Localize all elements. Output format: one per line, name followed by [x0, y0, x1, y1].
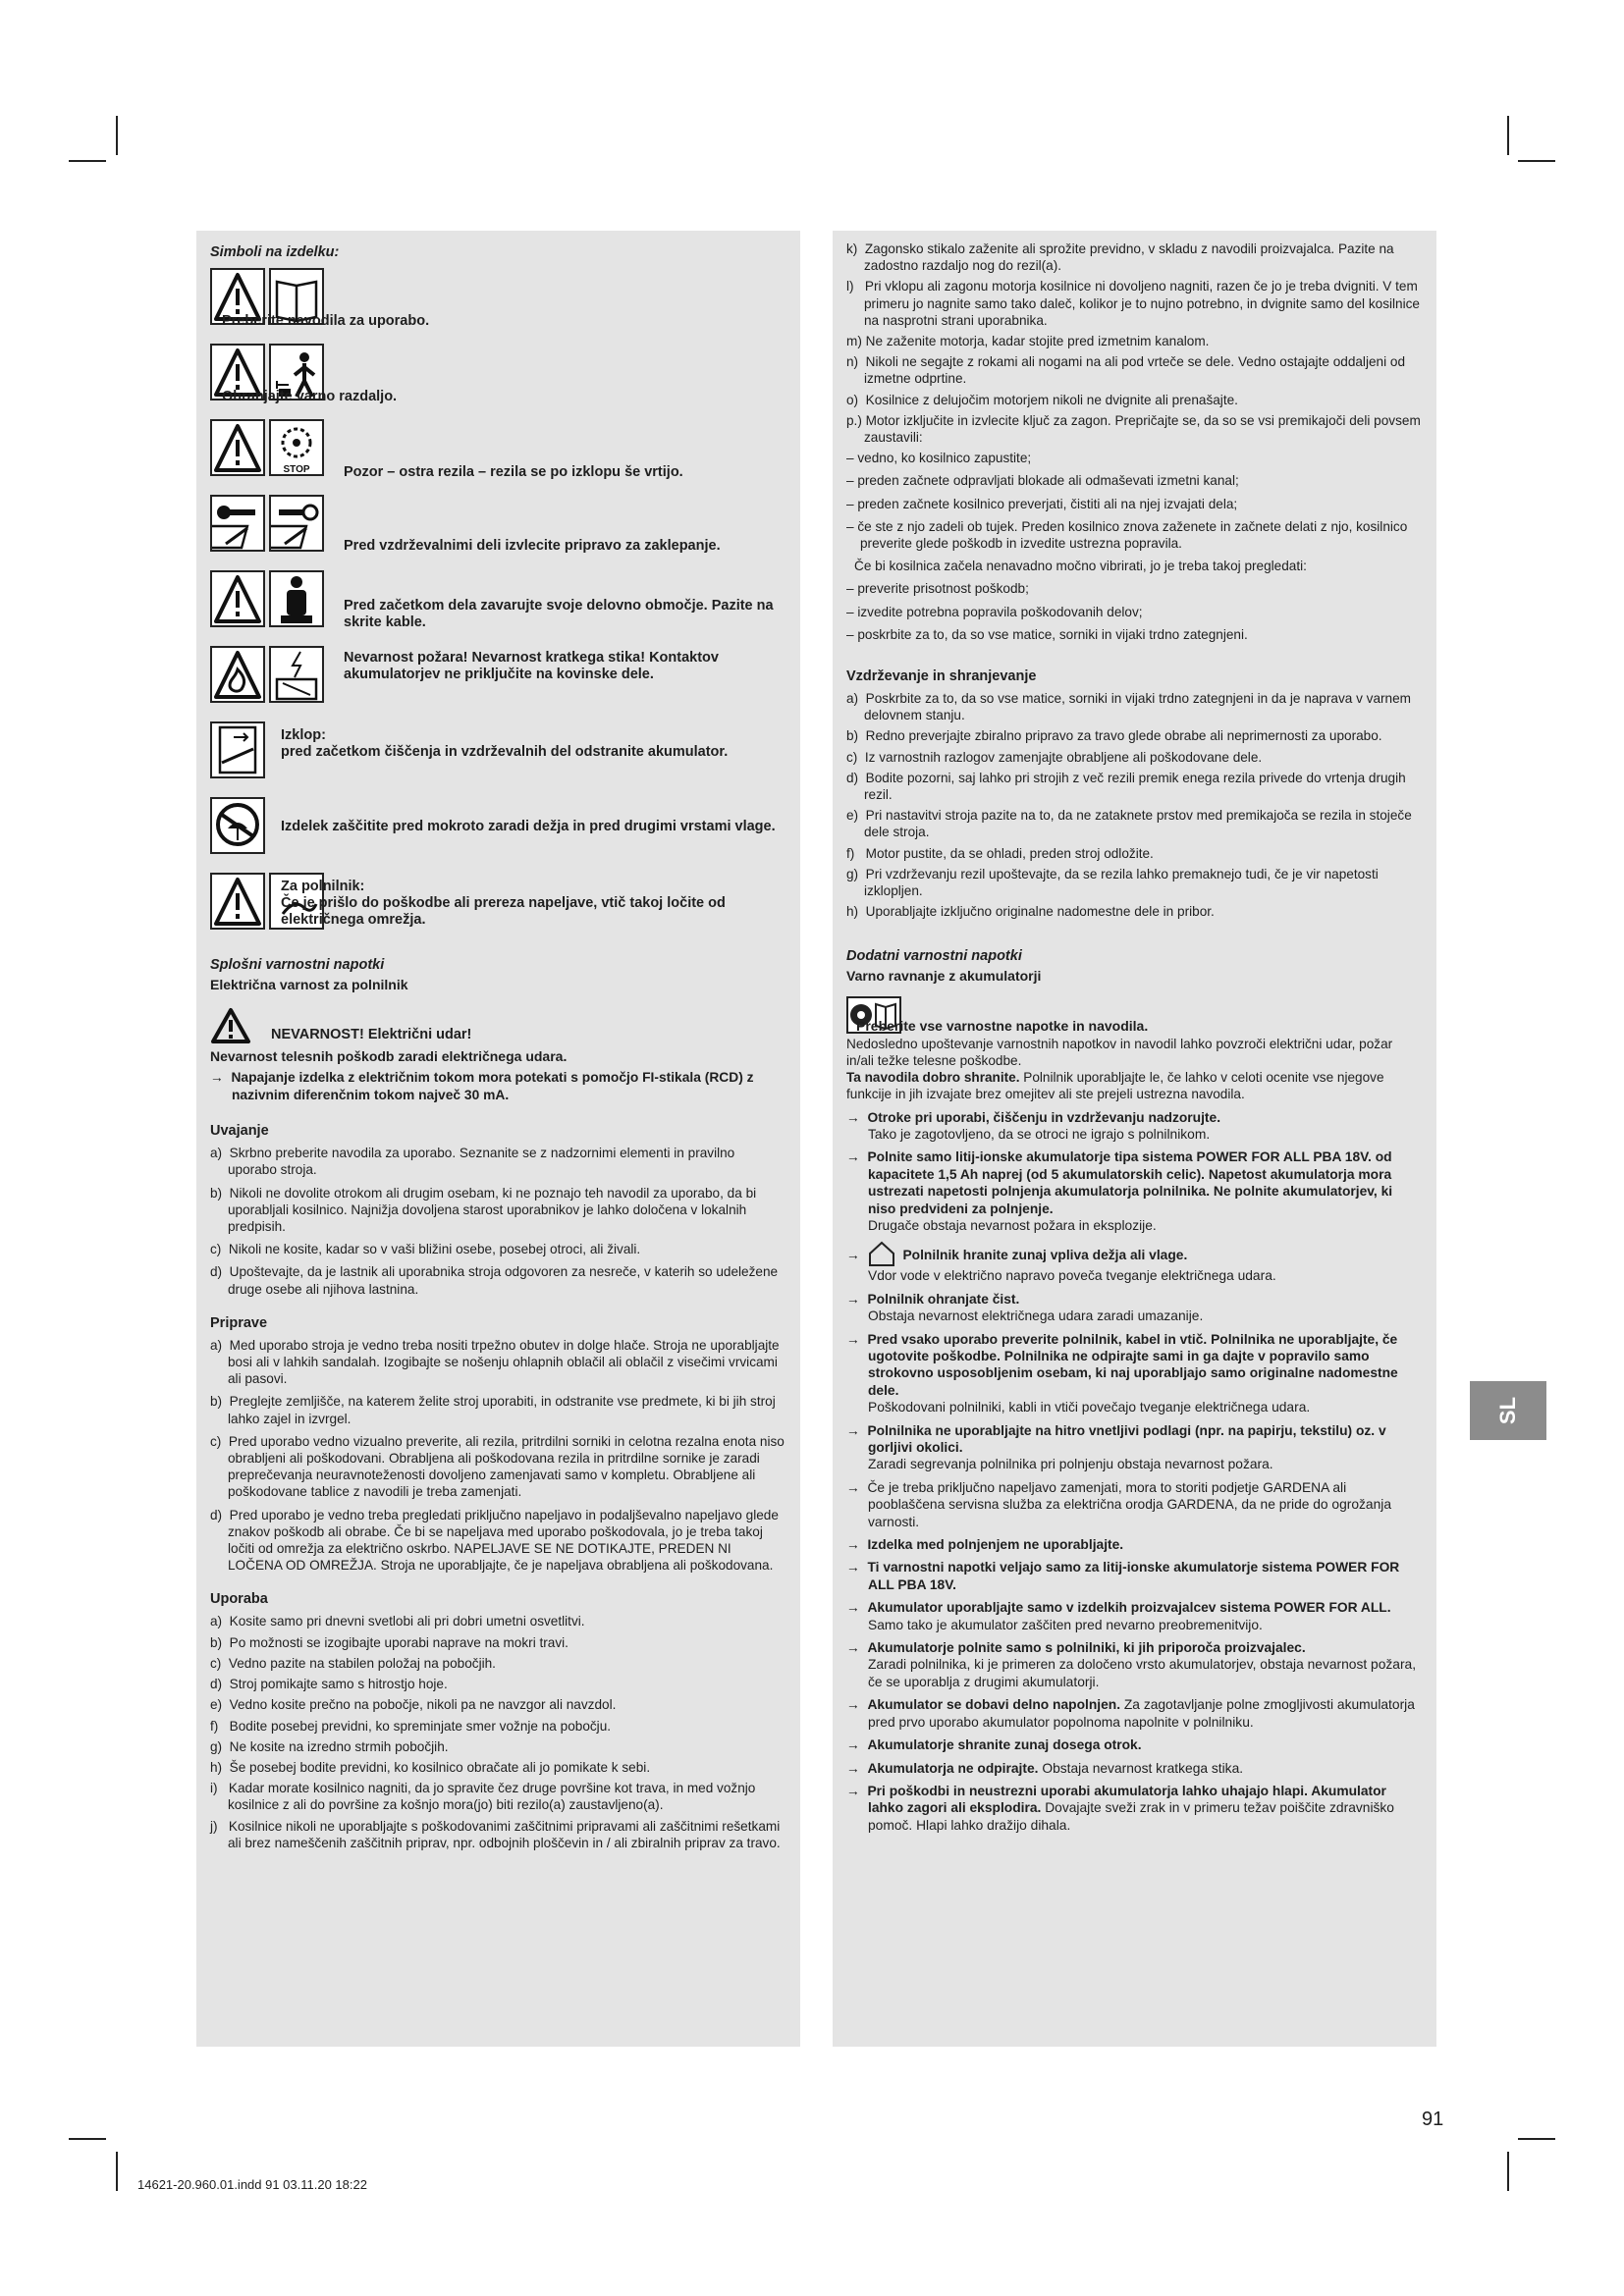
crop-mark — [1518, 160, 1555, 162]
use-list — [210, 1613, 786, 1850]
use-item: o) Kosilnice z delujočim motorjem nikoli ne dvignite ali prenašajte. — [846, 392, 1238, 407]
use-title: Uporaba — [210, 1591, 268, 1608]
arrow-item-text: Poškodovani polnilniki, kabli in vtiči povečajo tveganje električnega udara. — [868, 1400, 1311, 1415]
key-maintenance-icon — [269, 495, 324, 552]
maint-title: Vzdrževanje in shranjevanje — [846, 668, 1037, 685]
battery-arrow-item — [846, 1109, 1423, 1144]
stop-list-item: – preden začnete odpravljati blokade ali odmaševati izmetni kanal; — [846, 473, 1239, 489]
use-item: h) Še posebej bodite previdni, ko kosilnico obračate ali jo pomikate k sebi. — [210, 1759, 651, 1775]
arrow-item-bold: Polnite samo litij-ionske akumulatorje tipa sistema POWER FOR ALL PBA 18V. od kapacitete 1,5 Ah naprej (od 5 akumulatorskih celic). Napetost akumulatorja mora ustrezati napetosti polnjenja akumulatorja polnilnika. Ne polnite akumulatorjev, ki niso predvideni za polnjenje. — [867, 1149, 1393, 1216]
arrow-item-bold: Pri poškodbi in neustrezni uporabi akumulatorja lahko uhajajo hlapi. Akumulator lahko zagori ali eksplodira. — [867, 1783, 1386, 1816]
arrow-icon: → — [846, 1560, 868, 1575]
use-item: m) Ne zaženite motorja, kadar stojite pred izmetnim kanalom. — [846, 334, 1210, 349]
symbol-row — [210, 873, 786, 943]
right-column — [833, 231, 1436, 2047]
arrow-icon: → — [846, 1640, 868, 1656]
battery-arrow-list — [846, 1109, 1423, 1835]
use-item: f) Bodite posebej previdni, ko spreminjate smer vožnje na pobočju. — [210, 1718, 612, 1734]
symbol-caption: Pred vzdrževalnimi deli izvlecite pripravo za zaklepanje. — [344, 538, 721, 554]
add-title: Dodatni varnostni napotki — [846, 947, 1022, 964]
symbol-row — [210, 495, 786, 565]
crop-mark — [1507, 116, 1509, 155]
stop-list-item: – preden začnete kosilnico preverjati, čistiti ali na njej izvajati dela; — [846, 496, 1238, 511]
read-all-label: Preberite vse varnostne napotke in navodila. — [856, 1017, 1149, 1034]
warning-charger-icon — [210, 873, 265, 930]
use-item: i) Kadar morate kosilnico nagniti, da jo spravite čez druge površine kot trava, in med vožnjo kosilnice z ali do površine za košnjo mora(jo) biti rezilo(a) zaustavljeno(a). — [210, 1781, 756, 1813]
warning-blade-stop-icon — [269, 419, 324, 476]
maint-item: b) Redno preverjajte zbiralno pripravo za travo glede obrabe ali neprimernosti za uporabo. — [846, 728, 1382, 744]
battery-arrow-item — [846, 1760, 1423, 1777]
keep-paragraph — [846, 1069, 1423, 1102]
svg-text:STOP: STOP — [283, 464, 310, 474]
stop-list-item: – vedno, ko kosilnico zapustite; — [846, 451, 1032, 466]
stop-list-item: – če ste z njo zadeli ob tujek. Preden kosilnico znova zaženete in začnete delati z njo, kosilnico preverite glede poškodb in izvedite ustrezna popravila. — [846, 518, 1408, 552]
symbols-title: Simboli na izdelku: — [210, 244, 340, 260]
arrow-item-text: Zaradi polnilnika, ki je primeren za določeno vrsto akumulatorjev, obstaja nevarnost požara, če se uporablja z drugimi akumulatorji. — [868, 1657, 1417, 1689]
maint-item: g) Pri vzdrževanju rezil upoštevajte, da se rezila lahko premaknejo tudi, če je vir napetosti izklopljen. — [846, 866, 1379, 899]
use-item: n) Nikoli ne segajte z rokami ali nogami na ali pod vrteče se dele. Vedno ostajajte oddaljeni od izmetne odprtine. — [846, 354, 1406, 387]
arrow-icon: → — [846, 1248, 868, 1263]
read-all-text: Nedosledno upoštevanje varnostnih napotkov in navodil lahko povzroči električni udar, požar in/ali težke telesne poškodbe. — [846, 1036, 1393, 1068]
arrow-icon: → — [846, 1149, 868, 1165]
use-item: e) Vedno kosite prečno na pobočje, nikoli pa ne navzgor ali navzdol. — [210, 1697, 617, 1713]
stop-list — [846, 450, 1423, 552]
keep-text: Polnilnik uporabljajte le, če lahko v celoti ocenite vse njegove funkcije in jih izvajate brez omejitev ali ste prejeli ustrezna navodila. — [846, 1070, 1384, 1102]
vibration-list-item: – izvedite potrebna popravila poškodovanih delov; — [846, 604, 1143, 619]
crop-mark — [1507, 2152, 1509, 2191]
symbols-list — [210, 268, 786, 943]
arrow-item-bold: Izdelka med polnjenjem ne uporabljajte. — [867, 1537, 1124, 1553]
arrow-icon: → — [846, 1600, 868, 1616]
prep-item: c) Pred uporabo vedno vizualno preverite, ali rezila, pritrdilni sorniki in celotna rezalna enota niso obrabljeni ali poškodovani. Obrabljena ali poškodovana rezila in pritrdilne sornike je zaradi preprečevanja neuravnoteženosti dovoljeno zamenjavati samo v kompletu. Obrabljene ali poškodovane tablice z navodili je treba zamenjati. — [210, 1433, 785, 1500]
arrow-item-bold: Akumulatorja ne odpirajte. — [867, 1760, 1039, 1776]
prep-item: a) Med uporabo stroja je vedno treba nositi trpežno obutev in dolge hlače. Stroja ne uporabljajte bosi ali v lahkih sandalah. Izogibajte se nošenju ohlapnih oblačil ali oblačil z visečimi vrvicami ali pasovi. — [210, 1337, 780, 1387]
use-item: l) Pri vklopu ali zagonu motorja kosilnice ni dovoljeno nagniti, razen če jo je treba dvigniti. V tem primeru jo nagnite samo tako daleč, kolikor je to nujno potrebno, in dvignite samo del kosilnice na nasprotni strani uporabnika. — [846, 279, 1420, 328]
training-item: c) Nikoli ne kosite, kadar so v vaši bližini osebe, posebej otroci, ali živali. — [210, 1242, 641, 1257]
arrow-icon: → — [846, 1537, 868, 1553]
danger-arrow-item: → Napajanje izdelka z električnim tokom mora potekati s pomočjo FI-stikala (RCD) z nazivnim diferenčnim tokom največ 30 mA. — [210, 1070, 754, 1102]
battery-arrow-item — [846, 1536, 1423, 1553]
vibration-list-item: – preverite prisotnost poškodb; — [846, 581, 1029, 597]
crop-mark — [1518, 2138, 1555, 2140]
arrow-item-bold: Ti varnostni napotki veljajo samo za litij-ionske akumulatorje sistema POWER FOR ALL PBA 18V. — [867, 1560, 1400, 1592]
danger-arrow-text: Napajanje izdelka z električnim tokom mora potekati s pomočjo FI-stikala (RCD) z nazivnim diferenčnim tokom največ 30 mA. — [231, 1070, 754, 1102]
symbol-row — [210, 570, 786, 641]
symbol-caption: Pozor – ostra rezila – rezila se po izklopu še vrtijo. — [344, 464, 683, 480]
battery-arrow-item — [846, 1240, 1423, 1284]
symbol-caption: Za polnilnik: Če je prišlo do poškodbe ali prereza napeljave, vtič takoj ločite od električnega omrežja. — [281, 879, 726, 928]
prep-title: Priprave — [210, 1314, 268, 1331]
symbol-row — [210, 419, 786, 490]
battery-arrow-item — [846, 1736, 1423, 1753]
arrow-icon: → — [846, 1109, 868, 1125]
general-title: Splošni varnostni napotki — [210, 957, 385, 973]
use-item: b) Po možnosti se izogibajte uporabi naprave na mokri travi. — [210, 1634, 568, 1650]
arrow-icon: → — [846, 1760, 868, 1776]
danger-text: Nevarnost telesnih poškodb zaradi električnega udara. — [210, 1048, 568, 1065]
symbol-row — [210, 797, 786, 868]
arrow-item-text: Za zagotavljanje polne zmogljivosti akumulatorja pred prvo uporabo akumulator popolnoma napolnite v polnilniku. — [868, 1697, 1415, 1730]
arrow-item-text: Vdor vode v električno napravo poveča tveganje električnega udara. — [868, 1268, 1276, 1284]
battery-arrow-item — [846, 1422, 1423, 1473]
prep-item: b) Preglejte zemljišče, na katerem želite stroj uporabiti, in odstranite vse predmete, ki bi jih stroj lahko zajel in izvrgel. — [210, 1394, 776, 1426]
arrow-icon: → — [846, 1737, 868, 1753]
battery-arrow-item — [846, 1479, 1423, 1530]
use-continued-list — [846, 240, 1423, 446]
arrow-icon: → — [846, 1291, 868, 1307]
symbol-caption: Izdelek zaščitite pred mokroto zaradi dežja in pred drugimi vrstami vlage. — [281, 819, 776, 834]
arrow-item-bold: Polnilnik hranite zunaj vpliva dežja ali vlage. — [902, 1248, 1188, 1263]
maint-item: d) Bodite pozorni, saj lahko pri strojih z več rezili premik enega rezila privede do vrtenja drugih rezil. — [846, 770, 1406, 803]
battery-arrow-item — [846, 1331, 1423, 1416]
battery-arrow-item — [846, 1148, 1423, 1234]
battery-arrow-item — [846, 1291, 1423, 1325]
arrow-icon: → — [846, 1783, 868, 1798]
arrow-item-text: Če je treba priključno napeljavo zamenjati, mora to storiti podjetje GARDENA ali pooblaščena servisna služba za električna orodja GARDENA, da ne pride do ogrožanja varnosti. — [867, 1479, 1392, 1529]
use-item: d) Stroj pomikajte samo s hitrostjo hoje. — [210, 1677, 448, 1692]
symbol-caption: Nevarnost požara! Nevarnost kratkega stika! Kontaktov akumulatorjev ne priključite na kovinske dele. — [344, 650, 719, 682]
prep-item: d) Pred uporabo je vedno treba pregledati priključno napeljavo in podaljševalno napeljavo glede znakov poškodb ali obrabe. Če bi se napeljava med uporabo poškodovala, jo je treba takoj ločiti od omrežja za električno oskrbo. NAPELJAVE SE NE DOTIKAJTE, PREDEN NI LOČENA OD OMREŽJA. Stroja ne uporabljajte, če je napeljava obrabljena ali poškodovana. — [210, 1507, 779, 1574]
symbol-caption: Pred začetkom dela zavarujte svoje delovno območje. Pazite na skrite kable. — [344, 598, 774, 630]
left-column — [196, 231, 800, 2047]
key-maintenance-icon — [210, 495, 265, 552]
danger-label: NEVARNOST! Električni udar! — [271, 1027, 472, 1043]
arrow-item-text: Zaradi segrevanja polnilnika pri polnjenju obstaja nevarnost požara. — [868, 1457, 1273, 1472]
battery-arrow-item — [846, 1599, 1423, 1633]
page-number: 91 — [1422, 2109, 1444, 2130]
use-item: c) Vedno pazite na stabilen položaj na pobočjih. — [210, 1655, 496, 1671]
arrow-item-text: Obstaja nevarnost kratkega stika. — [1038, 1760, 1244, 1776]
arrow-item-text: Obstaja nevarnost električnega udara zaradi umazanije. — [868, 1308, 1204, 1324]
symbol-row — [210, 268, 786, 339]
training-item: b) Nikoli ne dovolite otrokom ali drugim osebam, ki ne poznajo teh navodil za uporabo, da bi uporabljali kosilnico. Najnižja dovoljena starost uporabnikov je lahko določena v lokalnih predpisih. — [210, 1185, 757, 1235]
maint-item: a) Poskrbite za to, da so vse matice, sorniki in vijaki trdno zategnjeni in da je naprava v varnem delovnem stanju. — [846, 691, 1411, 723]
warning-blade-stop-icon — [210, 419, 265, 476]
symbol-row — [210, 344, 786, 414]
crop-mark — [116, 2152, 118, 2191]
maint-item: c) Iz varnostnih razlogov zamenjajte obrabljene ali poškodovane dele. — [846, 749, 1263, 765]
crop-mark — [116, 116, 118, 155]
use-item: p.) Motor izključite in izvlecite ključ za zagon. Prepričajte se, da so se vsi premikajoči deli povsem zaustavili: — [846, 412, 1421, 446]
electric-title: Električna varnost za polnilnik — [210, 977, 408, 992]
arrow-item-bold: Akumulatorje shranite zunaj dosega otrok. — [867, 1737, 1142, 1753]
vibration-list — [846, 580, 1423, 643]
symbol-caption: Ohranjajte varno razdaljo. — [222, 389, 398, 404]
arrow-item-bold: Otroke pri uporabi, čiščenju in vzdrževanju nadzorujte. — [867, 1109, 1221, 1125]
training-item: a) Skrbno preberite navodila za uporabo. Seznanite se z nadzornimi elementi in pravilno uporabo stroja. — [210, 1146, 735, 1178]
arrow-icon: → — [846, 1422, 868, 1438]
training-item: d) Upoštevajte, da je lastnik ali uporabnika stroja odgovoren za nesreče, v katerih so udeležene druge osebe ali njihova lastnina. — [210, 1264, 779, 1297]
arrow-icon: → — [846, 1479, 868, 1495]
symbol-caption: Izklop: pred začetkom čiščenja in vzdrževalnih del odstranite akumulator. — [281, 727, 729, 760]
training-list — [210, 1145, 786, 1298]
symbol-row — [210, 721, 786, 792]
footer-slug: 14621-20.960.01.indd 91 03.11.20 18:22 — [137, 2177, 367, 2192]
warning-triangle-icon — [210, 1007, 251, 1044]
language-tab — [1470, 1381, 1546, 1440]
battery-arrow-item — [846, 1639, 1423, 1690]
arrow-item-text: Dovajajte sveži zrak in v primeru težav poiščite zdravniško pomoč. Hlapi lahko dražijo dihala. — [868, 1800, 1394, 1833]
vibration-list-item: – poskrbite za to, da so vse matice, sorniki in vijaki trdno zategnjeni. — [846, 626, 1248, 642]
arrow-icon: → — [846, 1697, 868, 1713]
switch-off-icon — [210, 721, 265, 778]
maint-list — [846, 690, 1423, 920]
battery-title: Varno ravnanje z akumulatorji — [846, 967, 1042, 984]
battery-arrow-item — [846, 1559, 1423, 1593]
training-title: Uvajanje — [210, 1123, 269, 1140]
symbol-caption: Preberite navodila za uporabo. — [222, 313, 430, 329]
use-item: g) Ne kosite na izredno strmih pobočjih. — [210, 1738, 449, 1754]
keep-bold: Ta navodila dobro shranite. — [846, 1070, 1020, 1086]
arrow-item-text: Samo tako je akumulator zaščiten pred nevarno preobremenitvijo. — [868, 1617, 1263, 1632]
vibration-intro: Če bi kosilnica začela nenavadno močno vibrirati, jo je treba takoj pregledati: — [854, 559, 1307, 574]
fire-battery-icon — [269, 646, 324, 703]
warning-area-icon — [210, 570, 265, 627]
maint-item: e) Pri nastavitvi stroja pazite na to, da ne zataknete prstov med premikajoča se rezila in stoječe dele stroja. — [846, 808, 1412, 840]
crop-mark — [69, 160, 106, 162]
arrow-item-bold: Akumulatorje polnite samo s polnilniki, ki jih priporoča proizvajalec. — [867, 1640, 1306, 1656]
arrow-item-text: Tako je zagotovljeno, da se otroci ne igrajo s polnilnikom. — [868, 1126, 1211, 1142]
house-rain-icon — [867, 1240, 896, 1267]
arrow-item-bold: Akumulator uporabljajte samo v izdelkih proizvajalcev sistema POWER FOR ALL. — [867, 1600, 1391, 1616]
danger-row — [210, 1007, 786, 1046]
prep-list — [210, 1337, 786, 1575]
arrow-item-bold: Polnilnika ne uporabljajte na hitro vnetljivi podlagi (npr. na papirju, tekstilu) oz. v gorljivi okolici. — [867, 1422, 1386, 1456]
fire-battery-icon — [210, 646, 265, 703]
warning-area-icon — [269, 570, 324, 627]
language-tab-label: SL — [1495, 1396, 1520, 1425]
read-all-row — [846, 996, 1423, 1036]
use-item: j) Kosilnice nikoli ne uporabljajte s poškodovanimi zaščitnimi pripravami ali zaščitnimi rešetkami ali brez nameščenih zaščitnih priprav, npr. odbojnih ploščevin in / ali zbiralnih priprav za travo. — [210, 1818, 781, 1850]
arrow-item-bold: Pred vsako uporabo preverite polnilnik, kabel in vtič. Polnilnika ne uporabljajte, če ugotovite poškodbe. Polnilnika ne odpirajte sami in ga dajte v popravilo samo strokovno usposobljenim osebam, ki naj uporabljajo samo originalne nadomestne dele. — [867, 1331, 1398, 1398]
no-rain-icon — [210, 797, 265, 854]
battery-arrow-item — [846, 1696, 1423, 1731]
arrow-icon: → — [846, 1331, 868, 1347]
use-item: k) Zagonsko stikalo zaženite ali sprožite previdno, v skladu z navodili proizvajalca. Pazite na zadostno razdaljo nog do rezil(a). — [846, 241, 1394, 274]
arrow-item-text: Drugače obstaja nevarnost požara in eksplozije. — [868, 1217, 1157, 1233]
use-item: a) Kosite samo pri dnevni svetlobi ali pri dobri umetni osvetlitvi. — [210, 1614, 585, 1629]
crop-mark — [69, 2138, 106, 2140]
arrow-item-bold: Polnilnik ohranjate čist. — [867, 1291, 1020, 1307]
maint-item: f) Motor pustite, da se ohladi, preden stroj odložite. — [846, 845, 1154, 861]
symbol-row — [210, 646, 786, 717]
maint-item: h) Uporabljajte izključno originalne nadomestne dele in pribor. — [846, 904, 1215, 920]
battery-arrow-item — [846, 1783, 1423, 1834]
arrow-item-bold: Akumulator se dobavi delno napolnjen. — [867, 1697, 1121, 1713]
